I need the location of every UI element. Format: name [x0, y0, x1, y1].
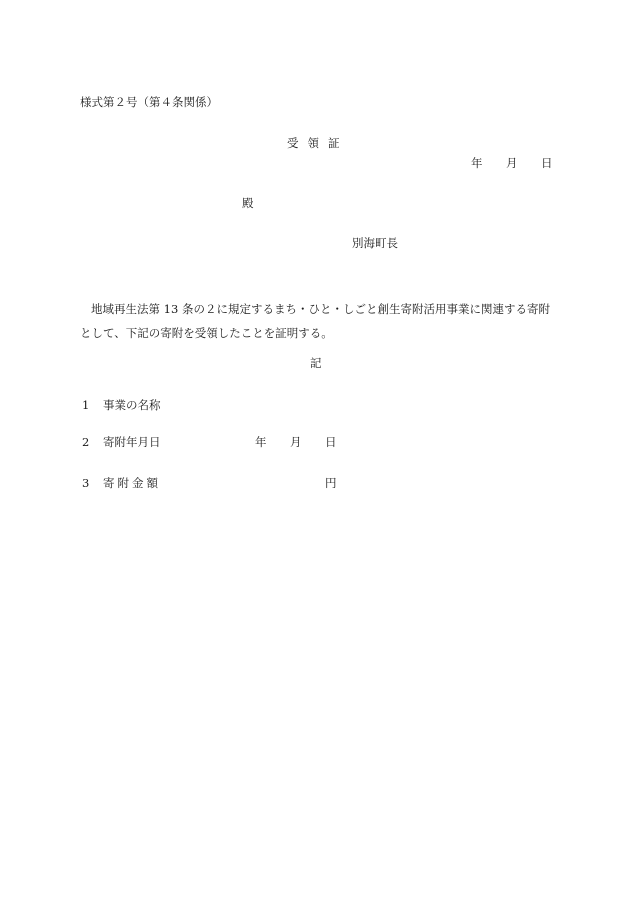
- statement-line-2: として、下記の寄附を受領したことを証明する。: [80, 326, 333, 340]
- donation-date-month-label: 月: [290, 435, 302, 449]
- item-number-1: 1: [82, 398, 90, 412]
- donation-date-year-label: 年: [255, 435, 267, 449]
- item-label-donation-amount: 寄附金額: [103, 476, 161, 490]
- item-label-donation-date: 寄附年月日: [103, 435, 161, 449]
- item-number-2: 2: [82, 435, 90, 449]
- certification-statement: [80, 297, 554, 345]
- item-number-3: 3: [82, 476, 90, 490]
- addressee-honorific: 殿: [242, 196, 254, 210]
- form-number: 様式第２号（第４条関係）: [80, 95, 218, 109]
- issuer-name: 別海町長: [352, 236, 398, 250]
- issue-date-year-label: 年: [471, 156, 483, 170]
- item-label-project-name: 事業の名称: [103, 398, 161, 412]
- donation-amount-unit: 円: [325, 476, 337, 490]
- issue-date-day-label: 日: [541, 156, 553, 170]
- statement-line-1: 地域再生法第 13 条の２に規定するまち・ひと・しごと創生寄附活用事業に関連する寄附: [91, 302, 550, 316]
- record-heading: 記: [310, 356, 322, 370]
- document-title: 受領証: [287, 136, 349, 150]
- donation-date-day-label: 日: [325, 435, 337, 449]
- issue-date-month-label: 月: [506, 156, 518, 170]
